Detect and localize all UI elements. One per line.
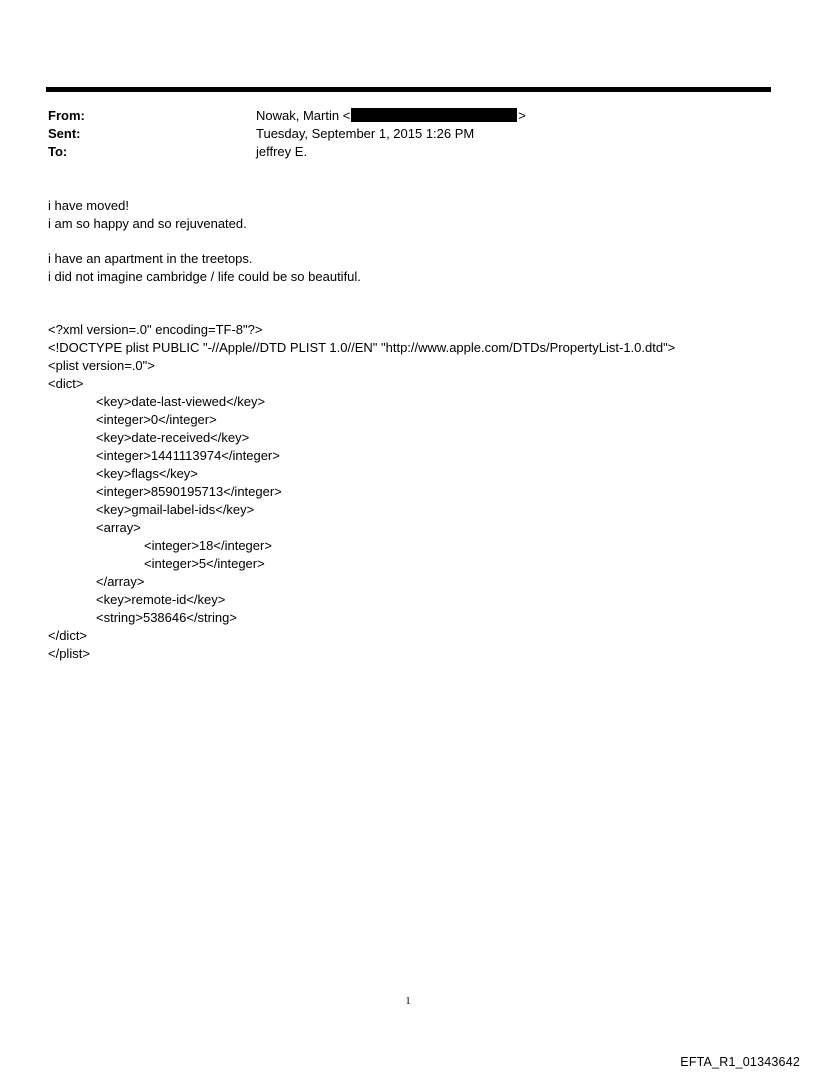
email-header	[48, 107, 748, 161]
page-number: 1	[405, 995, 411, 1007]
xml-line: </dict>	[48, 628, 88, 643]
from-row	[48, 107, 748, 125]
sent-value: Tuesday, September 1, 2015 1:26 PM	[256, 126, 475, 141]
xml-line: <!DOCTYPE plist PUBLIC "-//Apple//DTD PLIST 1.0//EN" "http://www.apple.com/DTDs/PropertyList-1.0.dtd">	[48, 340, 676, 355]
from-bracket-close: >	[518, 108, 526, 123]
xml-line: <key>remote-id</key>	[96, 592, 226, 607]
redaction-box	[351, 108, 517, 122]
to-label: To:	[48, 144, 68, 159]
xml-line: </array>	[96, 574, 145, 589]
to-value: jeffrey E.	[256, 144, 308, 159]
xml-line: <array>	[96, 520, 141, 535]
sent-label: Sent:	[48, 126, 81, 141]
xml-line: <integer>8590195713</integer>	[96, 484, 282, 499]
body-line: i did not imagine cambridge / life could be so beautiful.	[48, 269, 361, 284]
plist-xml-block	[48, 321, 788, 663]
xml-line: <integer>0</integer>	[96, 412, 217, 427]
xml-line: </plist>	[48, 646, 90, 661]
paragraph-gap	[48, 233, 768, 250]
from-value	[256, 107, 526, 125]
bates-number: EFTA_R1_01343642	[680, 1055, 800, 1069]
body-line: i have moved!	[48, 198, 129, 213]
xml-line: <integer>1441113974</integer>	[96, 448, 280, 463]
from-label: From:	[48, 108, 85, 123]
xml-line: <integer>5</integer>	[144, 556, 265, 571]
header-rule	[46, 87, 771, 92]
xml-line: <string>538646</string>	[96, 610, 237, 625]
body-line: i have an apartment in the treetops.	[48, 251, 253, 266]
xml-line: <key>date-received</key>	[96, 430, 250, 445]
xml-line: <integer>18</integer>	[144, 538, 272, 553]
body-line: i am so happy and so rejuvenated.	[48, 216, 247, 231]
xml-line: <key>date-last-viewed</key>	[96, 394, 266, 409]
from-name: Nowak, Martin <	[256, 108, 351, 123]
sent-row	[48, 125, 748, 143]
xml-line: <dict>	[48, 376, 84, 391]
xml-line: <key>gmail-label-ids</key>	[96, 502, 255, 517]
xml-line: <key>flags</key>	[96, 466, 198, 481]
to-row	[48, 143, 748, 161]
xml-line: <plist version=.0">	[48, 358, 155, 373]
email-body	[48, 197, 768, 286]
xml-line: <?xml version=.0" encoding=TF-8"?>	[48, 322, 263, 337]
